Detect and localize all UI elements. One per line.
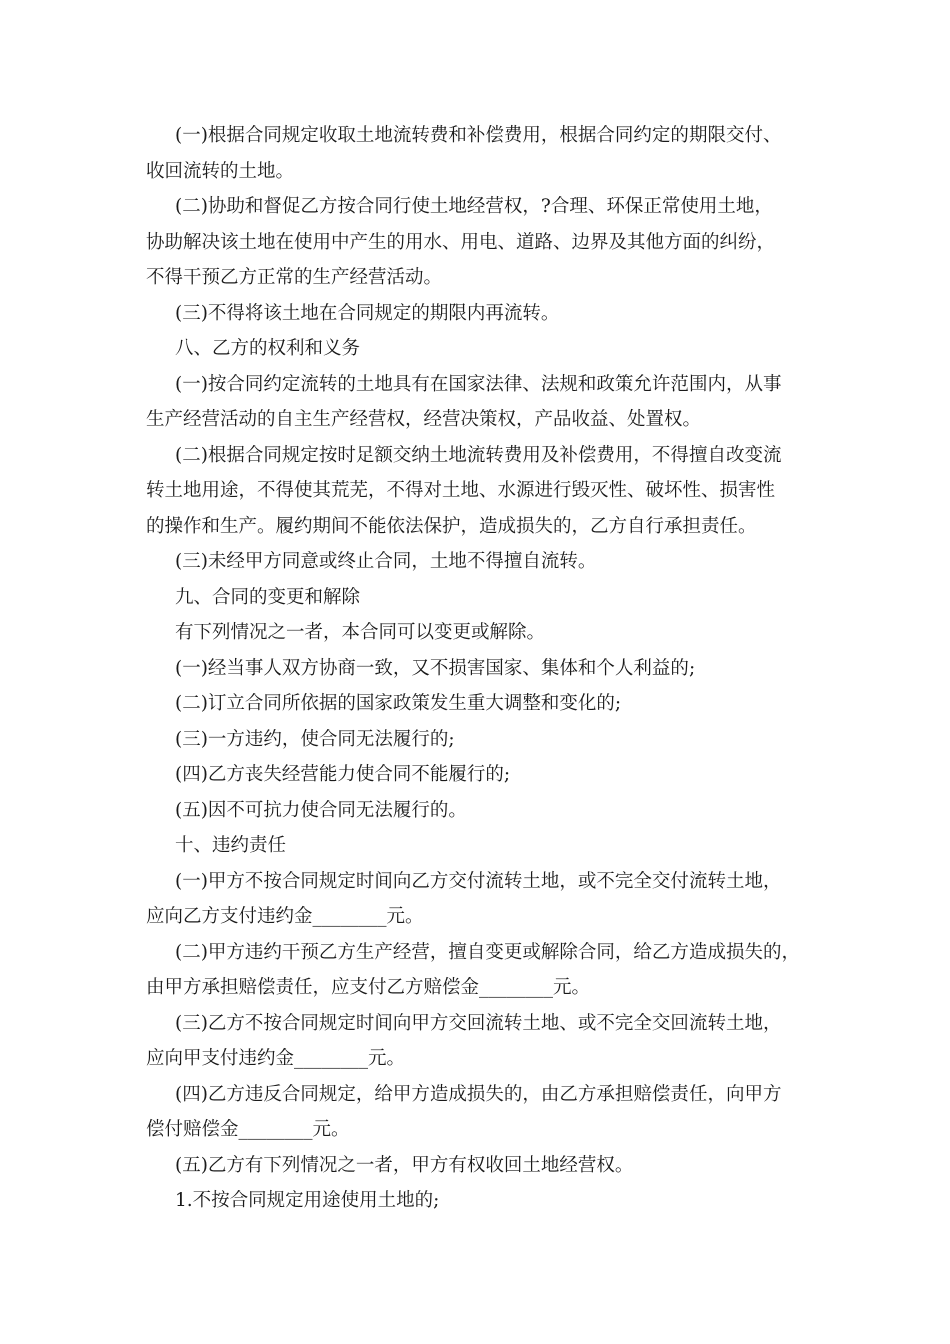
- text-line: (三)乙方不按合同规定时间向甲方交回流转土地、或不完全交回流转土地，: [175, 1012, 782, 1034]
- section-heading: 八、乙方的权利和义务: [175, 338, 361, 359]
- text-line: 有下列情况之一者，本合同可以变更或解除。: [175, 622, 546, 643]
- text-line: (四)乙方违反合同规定，给甲方造成损失的，由乙方承担赔偿责任，向甲方: [175, 1083, 782, 1105]
- text-line: (二)甲方违约干预乙方生产经营，擅自变更或解除合同，给乙方造成损失的，: [175, 941, 800, 963]
- text-line: (三)未经甲方同意或终止合同，土地不得擅自流转。: [175, 551, 597, 572]
- text-line: (五)因不可抗力使合同无法履行的。: [175, 799, 467, 821]
- text-line: 的操作和生产。履约期间不能依法保护，造成损失的，乙方自行承担责任。: [146, 515, 757, 537]
- text-line: 应向乙方支付违约金________元。: [146, 906, 424, 927]
- text-line: (三)一方违约，使合同无法履行的;: [175, 728, 455, 750]
- text-line: 生产经营活动的自主生产经营权，经营决策权，产品收益、处置权。: [146, 409, 702, 430]
- text-line: (二)订立合同所依据的国家政策发生重大调整和变化的;: [175, 693, 622, 714]
- contract-body: [146, 118, 816, 1219]
- text-line: 转土地用途，不得使其荒芜，不得对土地、水源进行毁灭性、破坏性、损害性: [146, 480, 776, 501]
- text-line: (二)根据合同规定按时足额交纳土地流转费用及补偿费用，不得擅自改变流: [175, 444, 782, 466]
- text-line: 收回流转的土地。: [146, 160, 295, 182]
- text-line: (四)乙方丧失经营能力使合同不能履行的;: [175, 764, 511, 785]
- text-line: 1.不按合同规定用途使用土地的;: [175, 1190, 440, 1211]
- text-line: 由甲方承担赔偿责任，应支付乙方赔偿金________元。: [146, 977, 591, 998]
- section-heading: 十、违约责任: [175, 835, 287, 856]
- text-line: (一)经当事人双方协商一致，又不损害国家、集体和个人利益的;: [175, 657, 696, 679]
- text-line: (一)根据合同规定收取土地流转费和补偿费用，根据合同约定的期限交付、: [175, 125, 782, 146]
- text-line: 不得干预乙方正常的生产经营活动。: [146, 267, 443, 288]
- text-line: 偿付赔偿金________元。: [146, 1119, 350, 1140]
- text-line: (二)协助和督促乙方按合同行使土地经营权，?合理、环保正常使用土地，: [175, 196, 773, 217]
- text-line: (三)不得将该土地在合同规定的期限内再流转。: [175, 302, 560, 324]
- text-line: (五)乙方有下列情况之一者，甲方有权收回土地经营权。: [175, 1154, 634, 1176]
- section-heading: 九、合同的变更和解除: [175, 586, 361, 608]
- text-line: 应向甲支付违约金________元。: [146, 1048, 406, 1069]
- text-line: (一)按合同约定流转的土地具有在国家法律、法规和政策允许范围内，从事: [175, 373, 782, 395]
- text-line: (一)甲方不按合同规定时间向乙方交付流转土地，或不完全交付流转土地，: [175, 870, 782, 892]
- text-line: 协助解决该土地在使用中产生的用水、用电、道路、边界及其他方面的纠纷，: [146, 231, 776, 253]
